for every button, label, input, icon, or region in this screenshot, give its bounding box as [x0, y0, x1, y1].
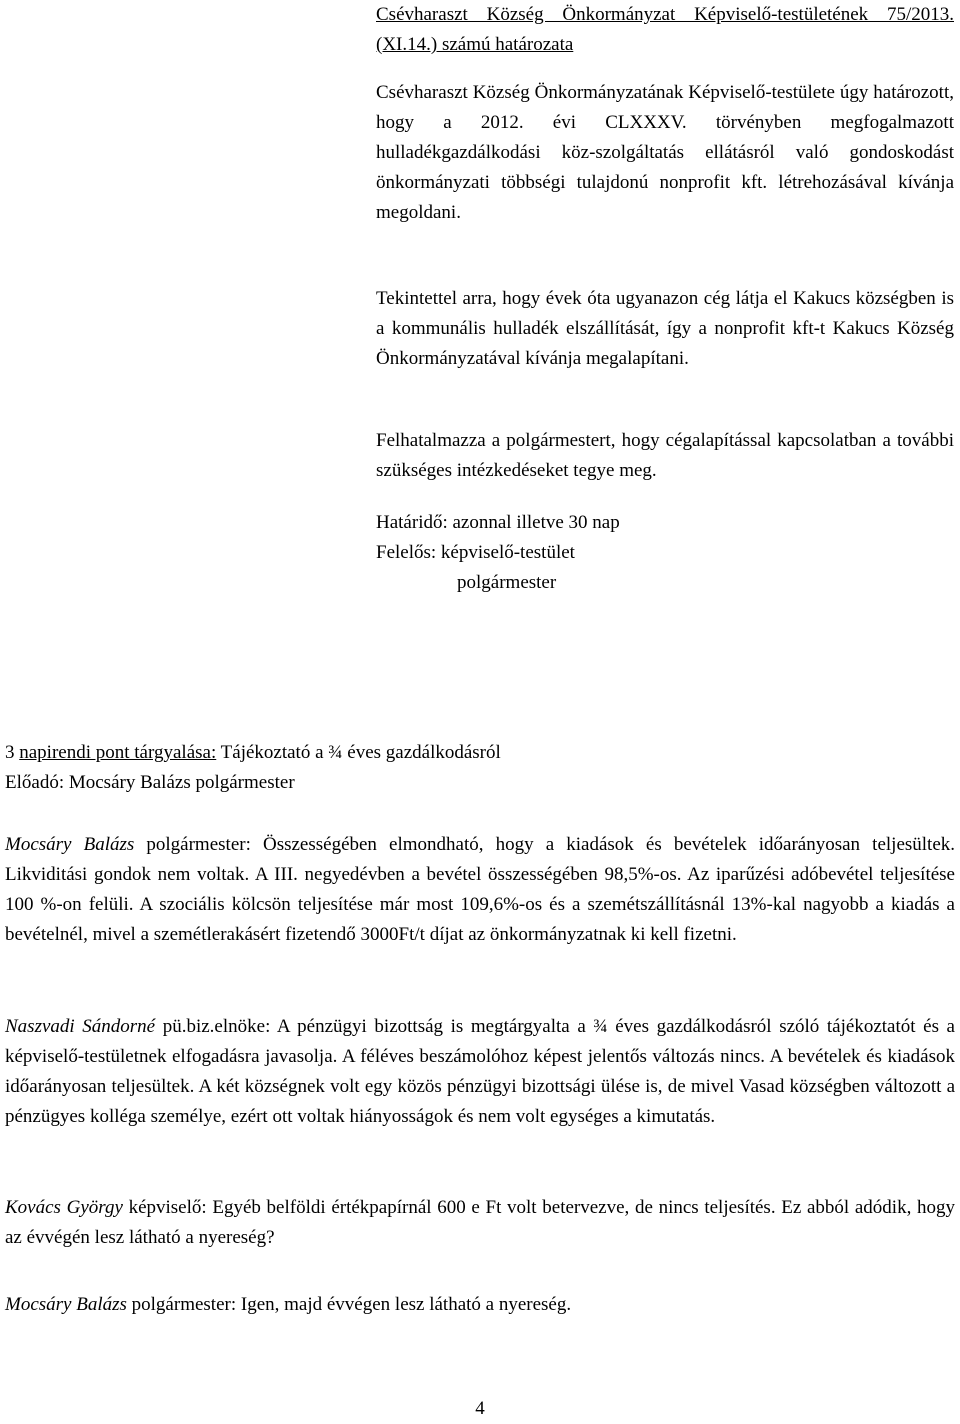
minutes-paragraph — [5, 1193, 955, 1253]
agenda-presenter: Előadó: Mocsáry Balázs polgármester — [5, 772, 295, 793]
speech-text: polgármester: Összességében elmondható, hogy a kiadások és bevételek időarányosan teljesültek. Likviditási gondok nem voltak. A III. negyedévben a bevétel összességében 98,5%-os. Az iparűzési adóbevétel teljesítése 100 %-on felüli. A szociális kölcsön teljesítése már most 109,6%-os és a szemétszállításnál 13%-kal nagyobb a kiadás a bevételnél, mivel a szemétlerakásért fizetendő 3000Ft/t díjat az önkormányzatnak ki kell fizetni. — [5, 834, 956, 945]
page-number: 4 — [475, 1398, 485, 1419]
agenda-topic: Tájékoztató a ¾ éves gazdálkodásról — [220, 742, 501, 763]
agenda-number: 3 — [5, 742, 15, 763]
minutes-paragraph — [5, 1290, 955, 1320]
decision-title-text: Csévharaszt Község Önkormányzat Képviselő-testületének 75/2013.(XI.14.) számú határozata — [376, 4, 954, 55]
responsible-text: Felelős: képviselő-testület — [376, 542, 575, 563]
speaker-name: Kovács György — [5, 1197, 123, 1218]
speech-text: pü.biz.elnöke: A pénzügyi bizottság is megtárgyalta a ¾ éves gazdálkodásról szóló tájékoztatót és a képviselő-testületnek elfogadásra javasolja. A féléves beszámolóhoz képest jelentős változás nincs. A bevételek és kiadások időarányosan teljesültek. A két községnek volt egy közös pénzügyi bizottsági ülése is, de mivel Vasad községben változott a pénzügyes kolléga személye, ezért ott voltak hiányosságok és nem volt egységes a kimutatás. — [5, 1016, 955, 1127]
agenda-label: napirendi pont tárgyalása: — [19, 742, 217, 763]
minutes-paragraph-text — [5, 830, 955, 950]
agenda-heading — [5, 738, 955, 768]
deadline-block — [376, 508, 954, 598]
agenda-item — [5, 738, 955, 798]
decision-paragraph-1-text: Csévharaszt Község Önkormányzatának Képviselő-testülete úgy határozott, hogy a 2012. évi CLXXXV. törvényben megfogalmazott hulladékgazdálkodási köz-szolgáltatás ellátásról való gondoskodást önkormányzati többségi tulajdonú nonprofit kft. létrehozásával kívánja megoldani. — [376, 82, 954, 223]
minutes-paragraph-text — [5, 1012, 955, 1132]
speaker-name: Mocsáry Balázs — [5, 1294, 127, 1315]
speaker-name: Naszvadi Sándorné — [5, 1016, 156, 1037]
minutes-paragraph-text — [5, 1193, 955, 1253]
speech-text: polgármester: Igen, majd évvégen lesz látható a nyereség. — [126, 1294, 572, 1315]
decision-paragraph-3-text: Felhatalmazza a polgármestert, hogy cégalapítással kapcsolatban a további szükséges intézkedéseket tegye meg. — [376, 430, 954, 481]
minutes-paragraph — [5, 1012, 955, 1132]
deadline-text: Határidő: azonnal illetve 30 nap — [376, 512, 620, 533]
responsible-text-2: polgármester — [457, 572, 557, 593]
minutes-paragraph — [5, 830, 955, 950]
decision-paragraph-2-text: Tekintettel arra, hogy évek óta ugyanazon cég látja el Kakucs községben is a kommunális hulladék elszállítását, így a nonprofit kft-t Kakucs Község Önkormányzatával kívánja megalapítani. — [376, 288, 954, 369]
decision-paragraph-1 — [376, 78, 954, 228]
speech-text: képviselő: Egyéb belföldi értékpapírnál 600 e Ft volt betervezve, de nincs teljesítés. Ez abból adódik, hogy az évvégén lesz látható a nyereség? — [5, 1197, 955, 1248]
minutes-paragraph-text — [5, 1290, 955, 1320]
decision-paragraph-3 — [376, 426, 954, 486]
decision-paragraph-2 — [376, 284, 954, 374]
speaker-name: Mocsáry Balázs — [5, 834, 135, 855]
decision-title — [376, 0, 954, 60]
